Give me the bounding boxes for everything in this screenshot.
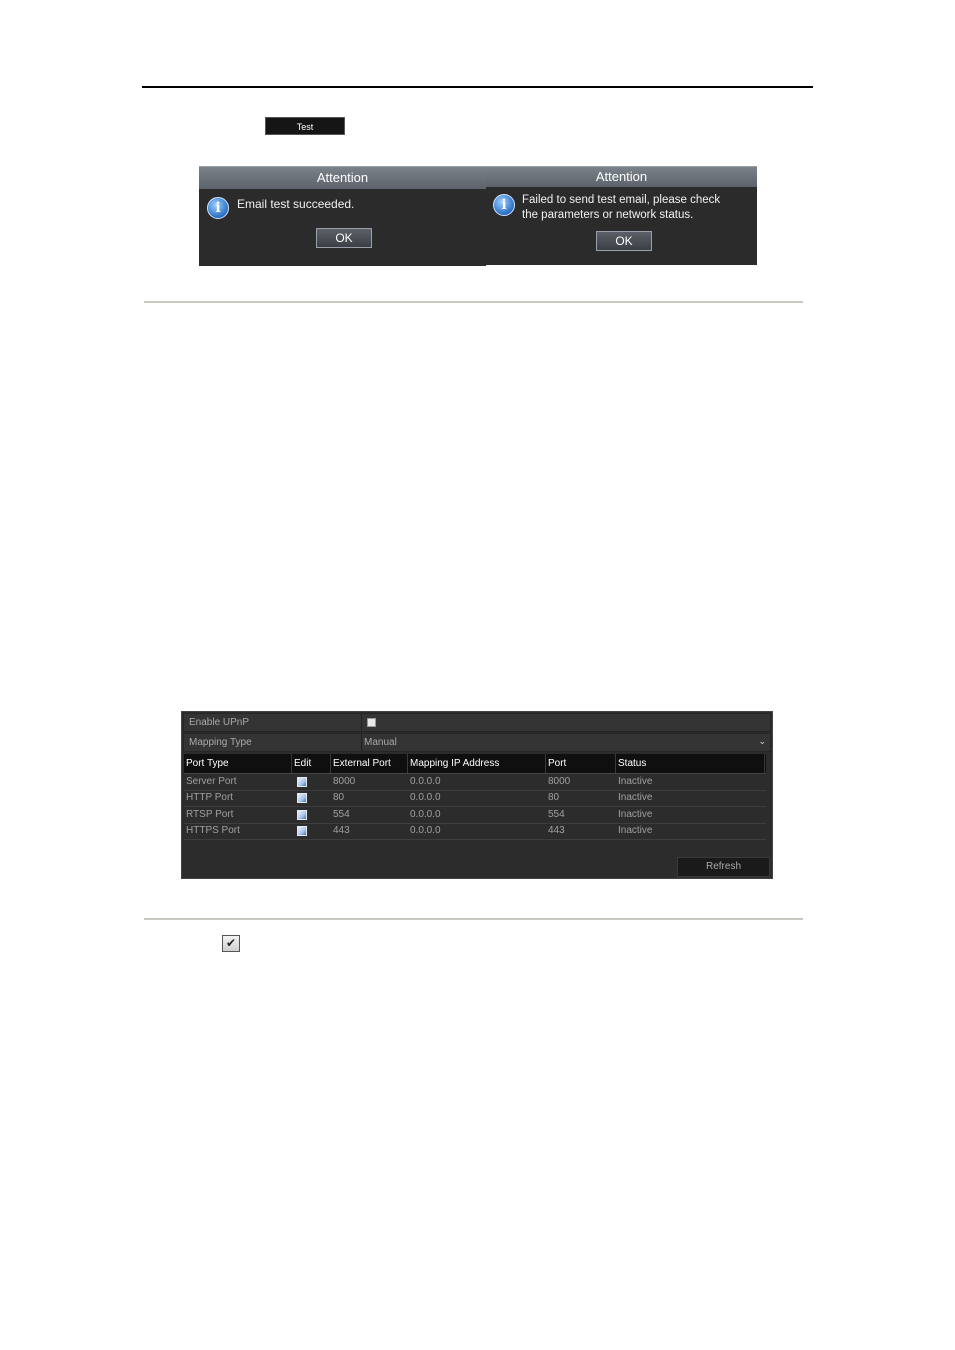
dialog-message: Email test succeeded. [237,197,355,211]
cell-port: 8000 [548,776,571,787]
column-external-port: External Port [333,758,391,769]
edit-icon[interactable] [297,810,307,820]
cell-mapping-ip: 0.0.0.0 [410,776,441,787]
edit-icon[interactable] [297,793,307,803]
dialog-message [522,193,720,223]
column-port: Port [548,758,567,769]
cell-status: Inactive [618,792,653,803]
cell-external-port: 554 [333,809,350,820]
cell-mapping-ip: 0.0.0.0 [410,809,441,820]
cell-mapping-ip: 0.0.0.0 [410,792,441,803]
info-icon: i [207,197,229,219]
column-divider [330,754,331,773]
ok-button[interactable]: OK [596,231,652,251]
cell-port-type: HTTPS Port [186,825,240,836]
cell-external-port: 443 [333,825,350,836]
port-table-header [184,754,766,774]
column-divider [545,754,546,773]
table-row[interactable] [184,807,766,824]
refresh-button[interactable]: Refresh [677,857,770,877]
ok-button[interactable]: OK [316,228,372,248]
column-divider [407,754,408,773]
table-row[interactable] [184,790,766,807]
table-row[interactable] [184,774,766,791]
attention-dialog-success [199,166,486,266]
enable-upnp-row [183,713,771,732]
attention-dialog-failure [486,166,757,265]
chevron-down-icon[interactable]: ⌄ [758,736,766,746]
section-rule [144,918,803,920]
column-port-type: Port Type [186,758,229,769]
test-button[interactable]: Test [265,117,345,135]
enable-upnp-checkbox[interactable] [367,718,376,727]
cell-external-port: 8000 [333,776,356,787]
column-divider [291,754,292,773]
mapping-type-row [183,733,771,752]
row-divider [361,734,362,751]
dialog-message-line1: Failed to send test email, please check [522,194,721,206]
enable-upnp-label: Enable UPnP [189,717,250,728]
cell-port: 443 [548,825,565,836]
edit-icon[interactable] [297,777,307,787]
mapping-type-label: Mapping Type [189,737,252,748]
cell-port-type: RTSP Port [186,809,234,820]
info-icon: i [493,194,515,216]
row-divider [361,714,362,731]
dialog-message-line2: the parameters or network status. [522,209,694,221]
cell-status: Inactive [618,776,653,787]
cell-port-type: HTTP Port [186,792,234,803]
cell-status: Inactive [618,825,653,836]
header-rule [142,86,813,88]
checked-checkbox-icon: ✔ [222,935,240,952]
upnp-panel [181,711,773,879]
column-divider [764,754,765,773]
cell-port-type: Server Port [186,776,237,787]
dialog-title: Attention [199,166,486,189]
column-divider [615,754,616,773]
column-edit: Edit [294,758,312,769]
mapping-type-select[interactable]: Manual [364,737,397,748]
section-rule [144,301,803,303]
cell-port: 554 [548,809,565,820]
cell-status: Inactive [618,809,653,820]
column-status: Status [618,758,647,769]
edit-icon[interactable] [297,826,307,836]
cell-mapping-ip: 0.0.0.0 [410,825,441,836]
column-mapping-ip: Mapping IP Address [410,758,500,769]
dialog-title: Attention [486,166,757,187]
cell-external-port: 80 [333,792,345,803]
table-row[interactable] [184,823,766,840]
cell-port: 80 [548,792,560,803]
